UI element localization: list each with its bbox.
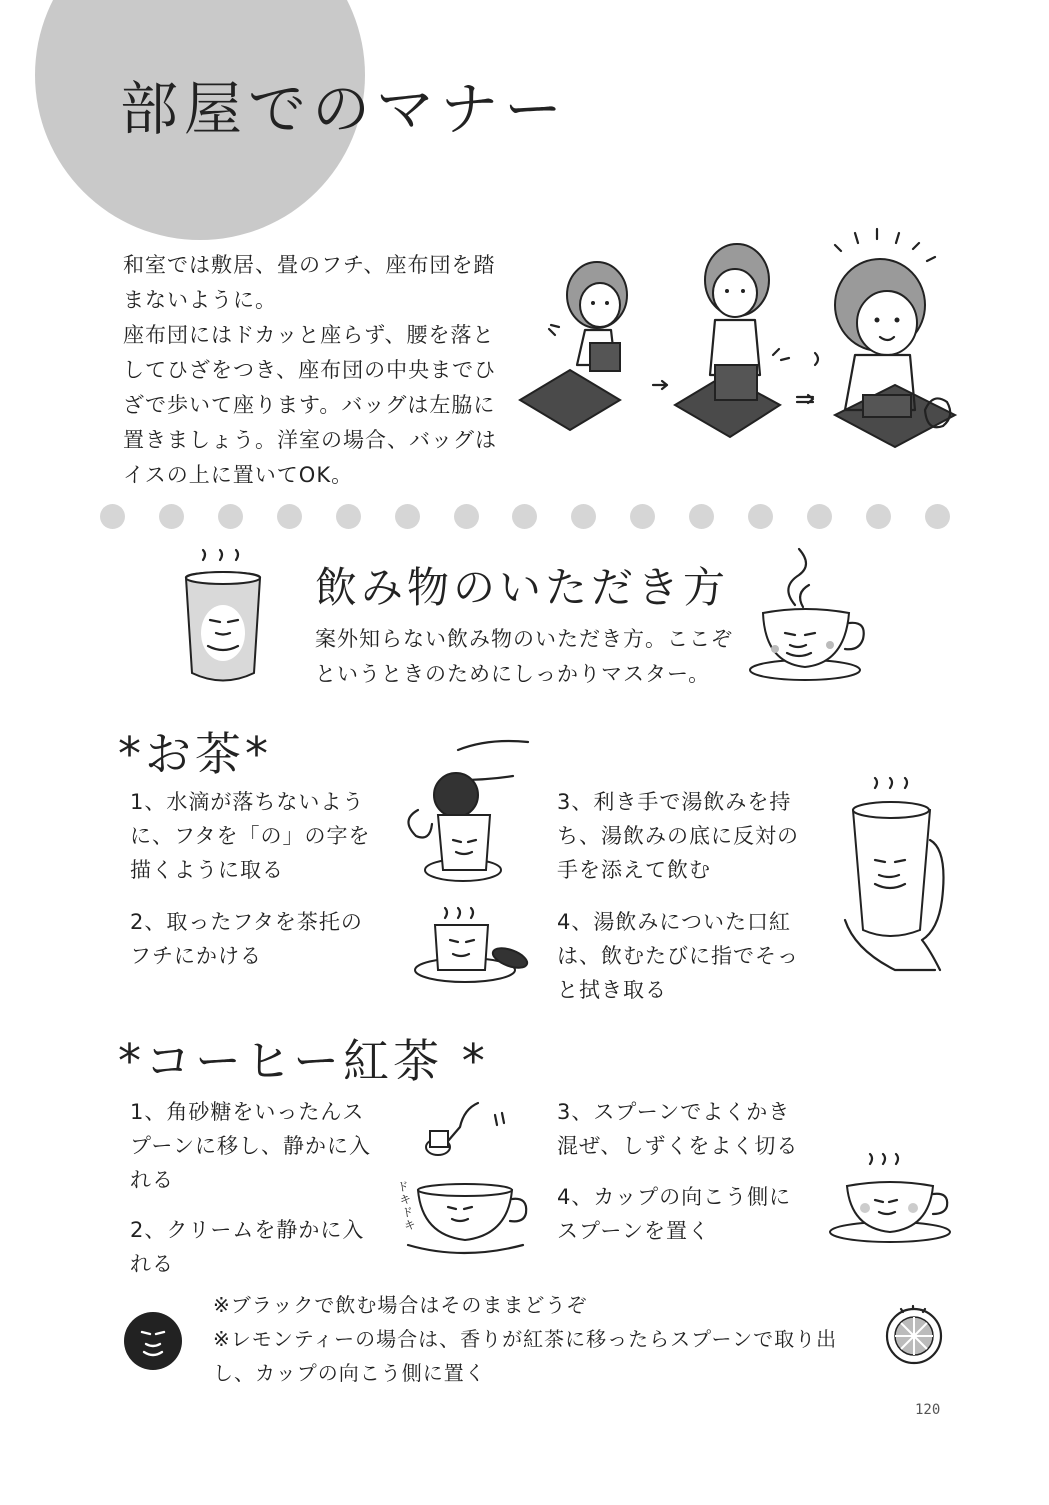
holding-yunomi-illustration — [835, 770, 950, 980]
tea-step-2 — [130, 905, 363, 973]
face-badge-icon — [122, 1310, 184, 1372]
page-title: 部屋でのマナー — [120, 75, 569, 143]
step-line: 2、取ったフタを茶托の — [130, 910, 363, 934]
lid-removal-illustration — [398, 740, 533, 890]
intro-line: してひざをつき、座布団の中央までひ — [123, 358, 497, 382]
intro-line: ざで歩いて座ります。バッグは左脇に — [123, 393, 496, 417]
step-line: 2、クリームを静かに入 — [130, 1218, 365, 1242]
page-number: 120 — [915, 1402, 941, 1418]
tea-heading: *お茶* — [118, 727, 272, 781]
steaming-teacup-icon — [745, 545, 875, 685]
step-line: れる — [130, 1168, 174, 1192]
step-line: 3、スプーンでよくかき — [557, 1100, 791, 1124]
step-line: スプーンを置く — [557, 1219, 710, 1243]
divider-dot — [100, 504, 125, 529]
note-line: ※レモンティーの場合は、香りが紅茶に移ったらスプーンで取り出 — [213, 1327, 838, 1351]
step-line: に、フタを「の」の字を — [130, 824, 371, 848]
coffee-step-1 — [130, 1095, 371, 1197]
divider-dot — [395, 504, 420, 529]
coffee-heading: *コーヒー紅茶 * — [118, 1034, 489, 1088]
step-line: 混ぜ、しずくをよく切る — [557, 1134, 799, 1158]
divider-dot — [925, 504, 950, 529]
step-line: 1、角砂糖をいったんス — [130, 1100, 365, 1124]
tea-step-1 — [130, 785, 371, 887]
lid-on-saucer-illustration — [410, 900, 535, 990]
divider-dot — [807, 504, 832, 529]
illustration-caption: ドキドキ — [394, 1179, 418, 1233]
divider-dot — [748, 504, 773, 529]
divider-dot — [454, 504, 479, 529]
intro-line: まないように。 — [123, 288, 277, 312]
tea-step-4 — [557, 905, 799, 1007]
divider-dot — [159, 504, 184, 529]
tea-step-3 — [557, 785, 799, 887]
sitting-steps-illustration — [515, 225, 965, 455]
step-line: れる — [130, 1252, 174, 1276]
step-line: 描くように取る — [130, 858, 284, 882]
sugar-spoon-illustration — [400, 1095, 530, 1255]
coffee-step-2 — [130, 1213, 364, 1281]
notes — [213, 1288, 883, 1390]
divider-dot — [630, 504, 655, 529]
step-line: 3、利き手で湯飲みを持 — [557, 790, 792, 814]
step-line: 4、湯飲みについた口紅 — [557, 910, 791, 934]
divider-dot — [218, 504, 243, 529]
drinks-desc-line: というときのためにしっかりマスター。 — [315, 662, 711, 686]
yunomi-cup-icon — [178, 548, 268, 698]
lemon-slice-icon — [883, 1303, 945, 1365]
divider-dot — [571, 504, 596, 529]
drinks-section-title: 飲み物のいただき方 — [315, 563, 730, 612]
step-line: 1、水滴が落ちないよう — [130, 790, 365, 814]
drinks-description — [315, 622, 733, 692]
intro-line: 和室では敷居、畳のフチ、座布団を踏 — [123, 253, 496, 277]
step-line: と拭き取る — [557, 978, 667, 1002]
step-line: 手を添えて飲む — [557, 858, 711, 882]
divider-dot — [866, 504, 891, 529]
note-line: し、カップの向こう側に置く — [213, 1361, 486, 1385]
coffee-step-4 — [557, 1180, 791, 1248]
note-line: ※ブラックで飲む場合はそのままどうぞ — [213, 1293, 588, 1317]
step-line: ち、湯飲みの底に反対の — [557, 824, 799, 848]
step-line: 4、カップの向こう側に — [557, 1185, 792, 1209]
intro-paragraph — [123, 248, 503, 493]
step-line: フチにかける — [130, 944, 262, 968]
divider-dot — [512, 504, 537, 529]
step-line: プーンに移し、静かに入 — [130, 1134, 371, 1158]
divider-dot — [336, 504, 361, 529]
divider-dot — [277, 504, 302, 529]
drinks-desc-line: 案外知らない飲み物のいただき方。ここぞ — [315, 627, 733, 651]
step-line: は、飲むたびに指でそっ — [557, 944, 799, 968]
coffee-step-3 — [557, 1095, 798, 1163]
dot-divider — [100, 504, 950, 534]
teacup-saucer-illustration — [825, 1148, 965, 1248]
intro-line: 座布団にはドカッと座らず、腰を落と — [123, 323, 495, 347]
intro-line: 置きましょう。洋室の場合、バッグは — [123, 428, 497, 452]
divider-dot — [689, 504, 714, 529]
intro-line: イスの上に置いてOK。 — [123, 463, 354, 487]
